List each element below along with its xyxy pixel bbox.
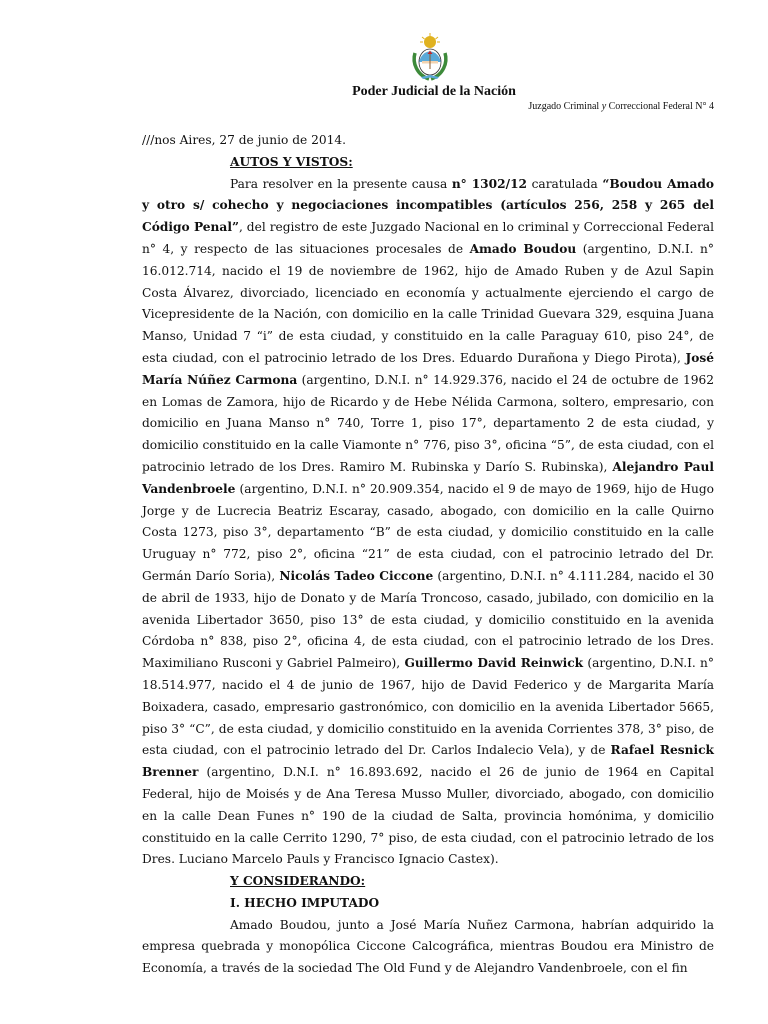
bold-run: Amado Boudou <box>469 241 577 256</box>
bold-run: Rafael Resnick Brenner <box>142 743 714 780</box>
court-title: Poder Judicial de la Nación <box>352 84 516 99</box>
court-subtitle-part-b: Correccional Federal N° 4 <box>606 101 714 112</box>
bold-run: Guillermo David Reinwick <box>404 656 584 671</box>
text-run: (argentino, D.N.I. n° 16.893.692, nacido el 26 de junio de 1964 en Capital Federal, hijo de Moisés y de Ana Teresa Musso Muller, divorciado, abogado, con domicilio en la calle Dean Funes n° 190 de la ciudad de Salta, provincia homónima, y domicilio constituido en la calle Cerrito 1290, 7° piso, de esta ciudad, con el patrocinio letrado de los Dres. Luciano Marcelo Pauls y Francisco Ignacio Castex). <box>142 765 714 867</box>
heading-autos-y-vistos: AUTOS Y VISTOS: <box>230 154 353 169</box>
text-run: , del registro de este Juzgado Nacional en lo criminal y Correccional Federal n° 4, y respecto de las situaciones procesales de <box>142 220 714 256</box>
text-run: Para resolver en la presente causa <box>230 176 452 191</box>
paragraph-hecho: Amado Boudou, junto a José María Nuñez Carmona, habrían adquirido la empresa quebrada y monopólica Ciccone Calcográfica, mientras Boudou era Ministro de Economía, a través de la sociedad The Old Fund y de Alejandro Vandenbroele, con el fin <box>142 917 714 976</box>
text-run: (argentino, D.N.I. n° 20.909.354, nacido el 9 de mayo de 1969, hijo de Hugo Jorge y de Lucrecia Beatriz Escaray, casado, abogado, con domicilio en la calle Quirno Costa 1273, piso 3°, departamento “B” de esta ciudad, y domicilio constituido en la calle Uruguay n° 772, piso 2°, oficina “21” de esta ciudad, con el patrocinio letrado del Dr. Germán Darío Soria), <box>142 481 714 583</box>
court-subtitle <box>528 101 714 112</box>
resolution-body <box>142 130 714 980</box>
paragraph-parties <box>142 174 714 872</box>
text-run: (argentino, D.N.I. n° 14.929.376, nacido el 24 de octubre de 1962 en Lomas de Zamora, hijo de Ricardo y de Hebe Nélida Carmona, soltero, empresario, con domicilio en Juana Manso n° 740, Torre 1, piso 17°, departamento 2 de esta ciudad, y domicilio constituido en la calle Viamonte n° 776, piso 3°, oficina “5”, de esta ciudad, con el patrocinio letrado de los Dres. Ramiro M. Rubinska y Darío S. Rubinska), <box>142 372 715 474</box>
bold-run: Alejandro Paul Vandenbroele <box>142 459 715 496</box>
bold-run: “Boudou Amado y otro s/ cohecho y negociaciones incompatibles (artículos 256, 258 y 265 del Código Penal” <box>142 176 714 235</box>
bold-run: n° 1302/12 <box>451 176 528 191</box>
text-run: (argentino, D.N.I. n° 16.012.714, nacido el 19 de noviembre de 1962, hijo de Amado Ruben y de Azul Sapin Costa Álvarez, divorciado, licenciado en economía y actualmente ejerciendo el cargo de Vicepresidente de la Nación, con domicilio en la calle Trinidad Guevara 329, esquina Juana Manso, Unidad 7 “i” de esta ciudad, y constituido en la calle Paraguay 610, piso 24°, de esta ciudad, con el patrocinio letrado de los Dres. Eduardo Durañona y Diego Pirota), <box>142 241 714 365</box>
text-run: caratulada <box>527 176 603 191</box>
heading-hecho-imputado: I. HECHO IMPUTADO <box>230 895 380 910</box>
court-subtitle-part-a: Juzgado Criminal <box>528 101 602 112</box>
court-subtitle-italic-y: y <box>601 101 607 112</box>
date-line: ///nos Aires, 27 de junio de 2014. <box>142 133 347 147</box>
text-run: (argentino, D.N.I. n° 4.111.284, nacido el 30 de abril de 1933, hijo de Donato y de María Troncoso, casado, jubilado, con domicilio en la avenida Libertador 3650, piso 13° de esta ciudad, y domicilio constituido en la avenida Córdoba n° 838, piso 2°, oficina 4, de esta ciudad, con el patrocinio letrado de los Dres. Maximiliano Rusconi y Gabriel Palmeiro), <box>142 568 714 671</box>
text-run: (argentino, D.N.I. n° 18.514.977, nacido el 4 de junio de 1967, hijo de David Federico y de Margarita María Boixadera, casado, empresario gastronómico, con domicilio en la avenida Libertador 5665, piso 3° “C”, de esta ciudad, y domicilio constituido en la avenida Corrientes 378, 3° piso, de esta ciudad, con el patrocinio letrado del Dr. Carlos Indalecio Vela), y de <box>142 656 714 758</box>
bold-run: José María Núñez Carmona <box>142 350 714 387</box>
heading-y-considerando: Y CONSIDERANDO: <box>230 874 366 889</box>
argentine-coat-of-arms-icon <box>409 33 451 81</box>
bold-run: Nicolás Tadeo Ciccone <box>279 568 434 583</box>
